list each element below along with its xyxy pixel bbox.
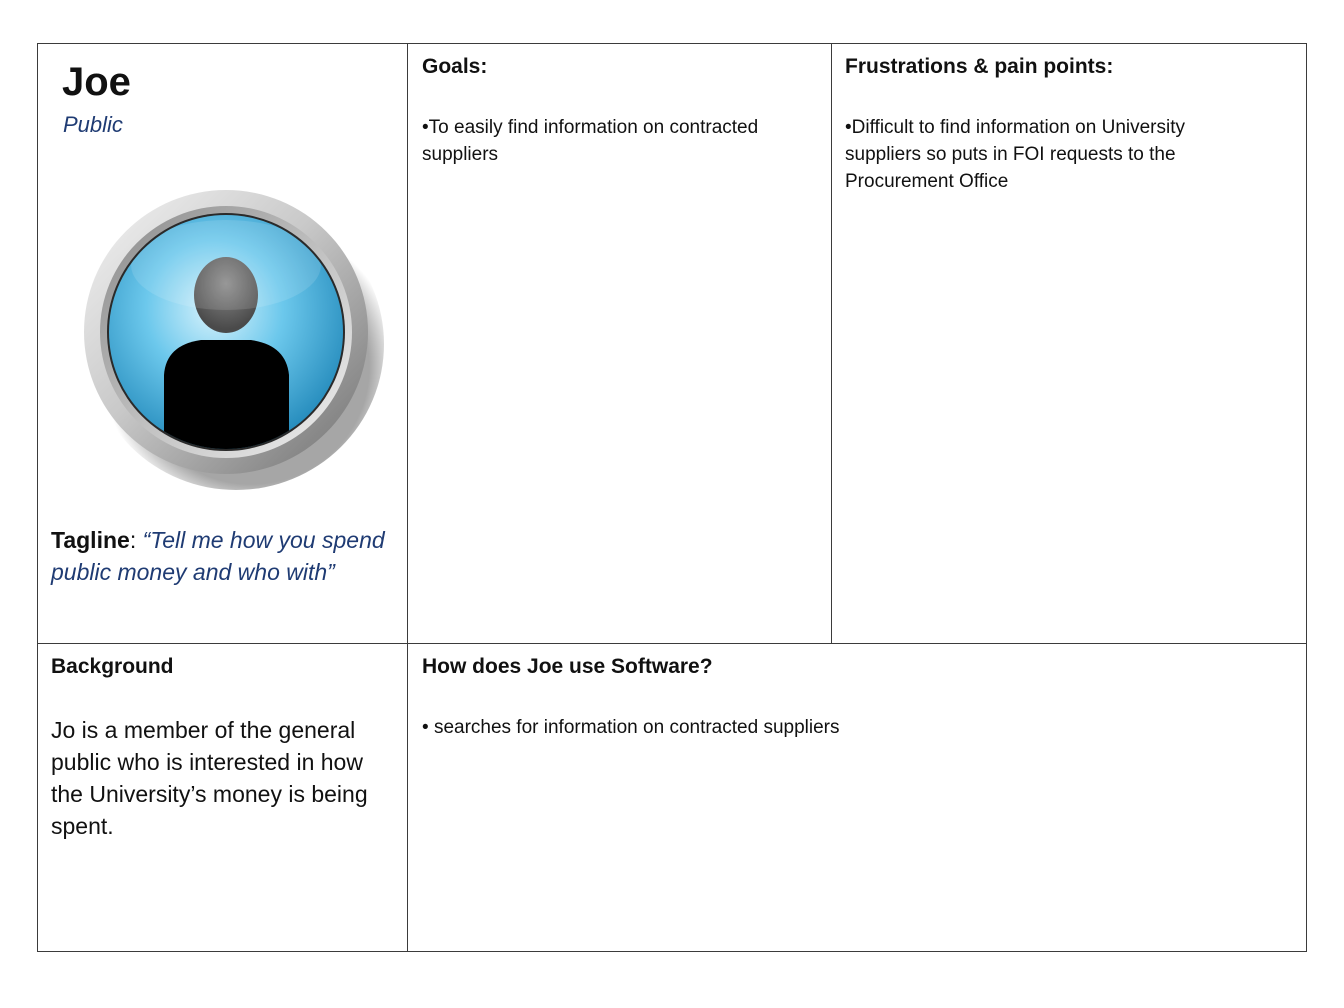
tagline-label: Tagline [51, 527, 130, 553]
frustrations-item [845, 114, 1250, 195]
tagline-quote: “Tell me how you spend public money and who with” [51, 527, 385, 585]
background-title: Background [51, 655, 174, 678]
usage-cell [422, 654, 1282, 741]
column-divider-right [831, 44, 832, 644]
frustrations-cell [845, 54, 1250, 195]
frustrations-item-text: Difficult to find information on University suppliers so puts in FOI requests to the Procurement Office [845, 117, 1186, 192]
frustrations-title: Frustrations & pain points: [845, 55, 1114, 78]
column-divider-left [407, 44, 408, 951]
persona-cell [38, 44, 407, 643]
bullet-icon: • [422, 717, 429, 738]
row-divider [38, 643, 1306, 644]
persona-role: Public [63, 112, 123, 137]
bullet-icon: • [422, 117, 429, 138]
persona-name: Joe [62, 60, 131, 104]
goals-list [422, 114, 822, 168]
persona-card [37, 43, 1307, 952]
usage-item-text: searches for information on contracted suppliers [433, 717, 840, 738]
goals-cell [422, 54, 822, 168]
frustrations-list [845, 114, 1250, 195]
background-cell [51, 654, 396, 842]
usage-list [422, 714, 1282, 741]
avatar-icon [76, 180, 386, 492]
goals-title: Goals: [422, 55, 488, 78]
tagline-separator: : [129, 527, 143, 553]
bullet-icon: • [845, 117, 852, 138]
persona-tagline [51, 524, 391, 588]
background-text: Jo is a member of the general public who is interested in how the University’s money is being spent. [51, 717, 368, 839]
usage-item [422, 714, 1282, 741]
goals-item-text: To easily find information on contracted suppliers [422, 117, 759, 165]
goals-item [422, 114, 822, 168]
usage-title: How does Joe use Software? [422, 655, 713, 678]
